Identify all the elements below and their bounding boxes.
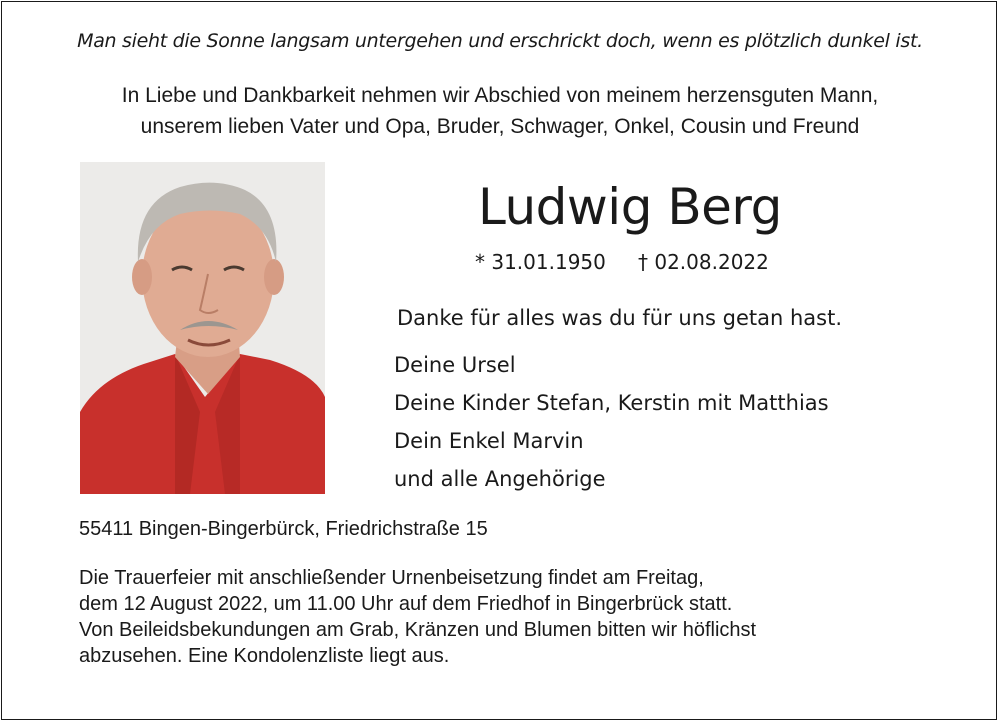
motto-quote: Man sieht die Sonne langsam untergehen und erschrickt doch, wenn es plötzlich dunkel ist. xyxy=(77,30,923,52)
intro-text xyxy=(0,80,1000,142)
ceremony-line: dem 12 August 2022, um 11.00 Uhr auf dem Friedhof in Bingerbrück statt. xyxy=(79,593,733,615)
death-date: † 02.08.2022 xyxy=(638,250,769,274)
ceremony-line: Die Trauerfeier mit anschließender Urnenbeisetzung findet am Freitag, xyxy=(79,567,704,589)
portrait-photo xyxy=(80,162,325,494)
deceased-name: Ludwig Berg xyxy=(478,178,782,236)
ceremony-line: Von Beileidsbekundungen am Grab, Kränzen und Blumen bitten wir höflichst xyxy=(79,619,757,641)
intro-line: unserem lieben Vater und Opa, Bruder, Schwager, Onkel, Cousin und Freund xyxy=(140,115,860,138)
address: 55411 Bingen-Bingerbürck, Friedrichstraße 15 xyxy=(79,518,488,540)
mourner-entry: Deine Ursel xyxy=(394,353,516,377)
ceremony-line: abzusehen. Eine Kondolenzliste liegt aus. xyxy=(79,645,450,667)
birth-date: * 31.01.1950 xyxy=(475,250,606,274)
ceremony-info xyxy=(79,565,756,669)
portrait-illustration xyxy=(80,162,325,494)
mourner-entry: Dein Enkel Marvin xyxy=(394,429,584,453)
mourner-entry: und alle Angehörige xyxy=(394,467,606,491)
mourners-list xyxy=(394,346,829,498)
thanks-line: Danke für alles was du für uns getan hast. xyxy=(397,306,843,330)
mourner-entry: Deine Kinder Stefan, Kerstin mit Matthias xyxy=(394,391,829,415)
intro-line: In Liebe und Dankbarkeit nehmen wir Abschied von meinem herzensguten Mann, xyxy=(121,84,879,107)
